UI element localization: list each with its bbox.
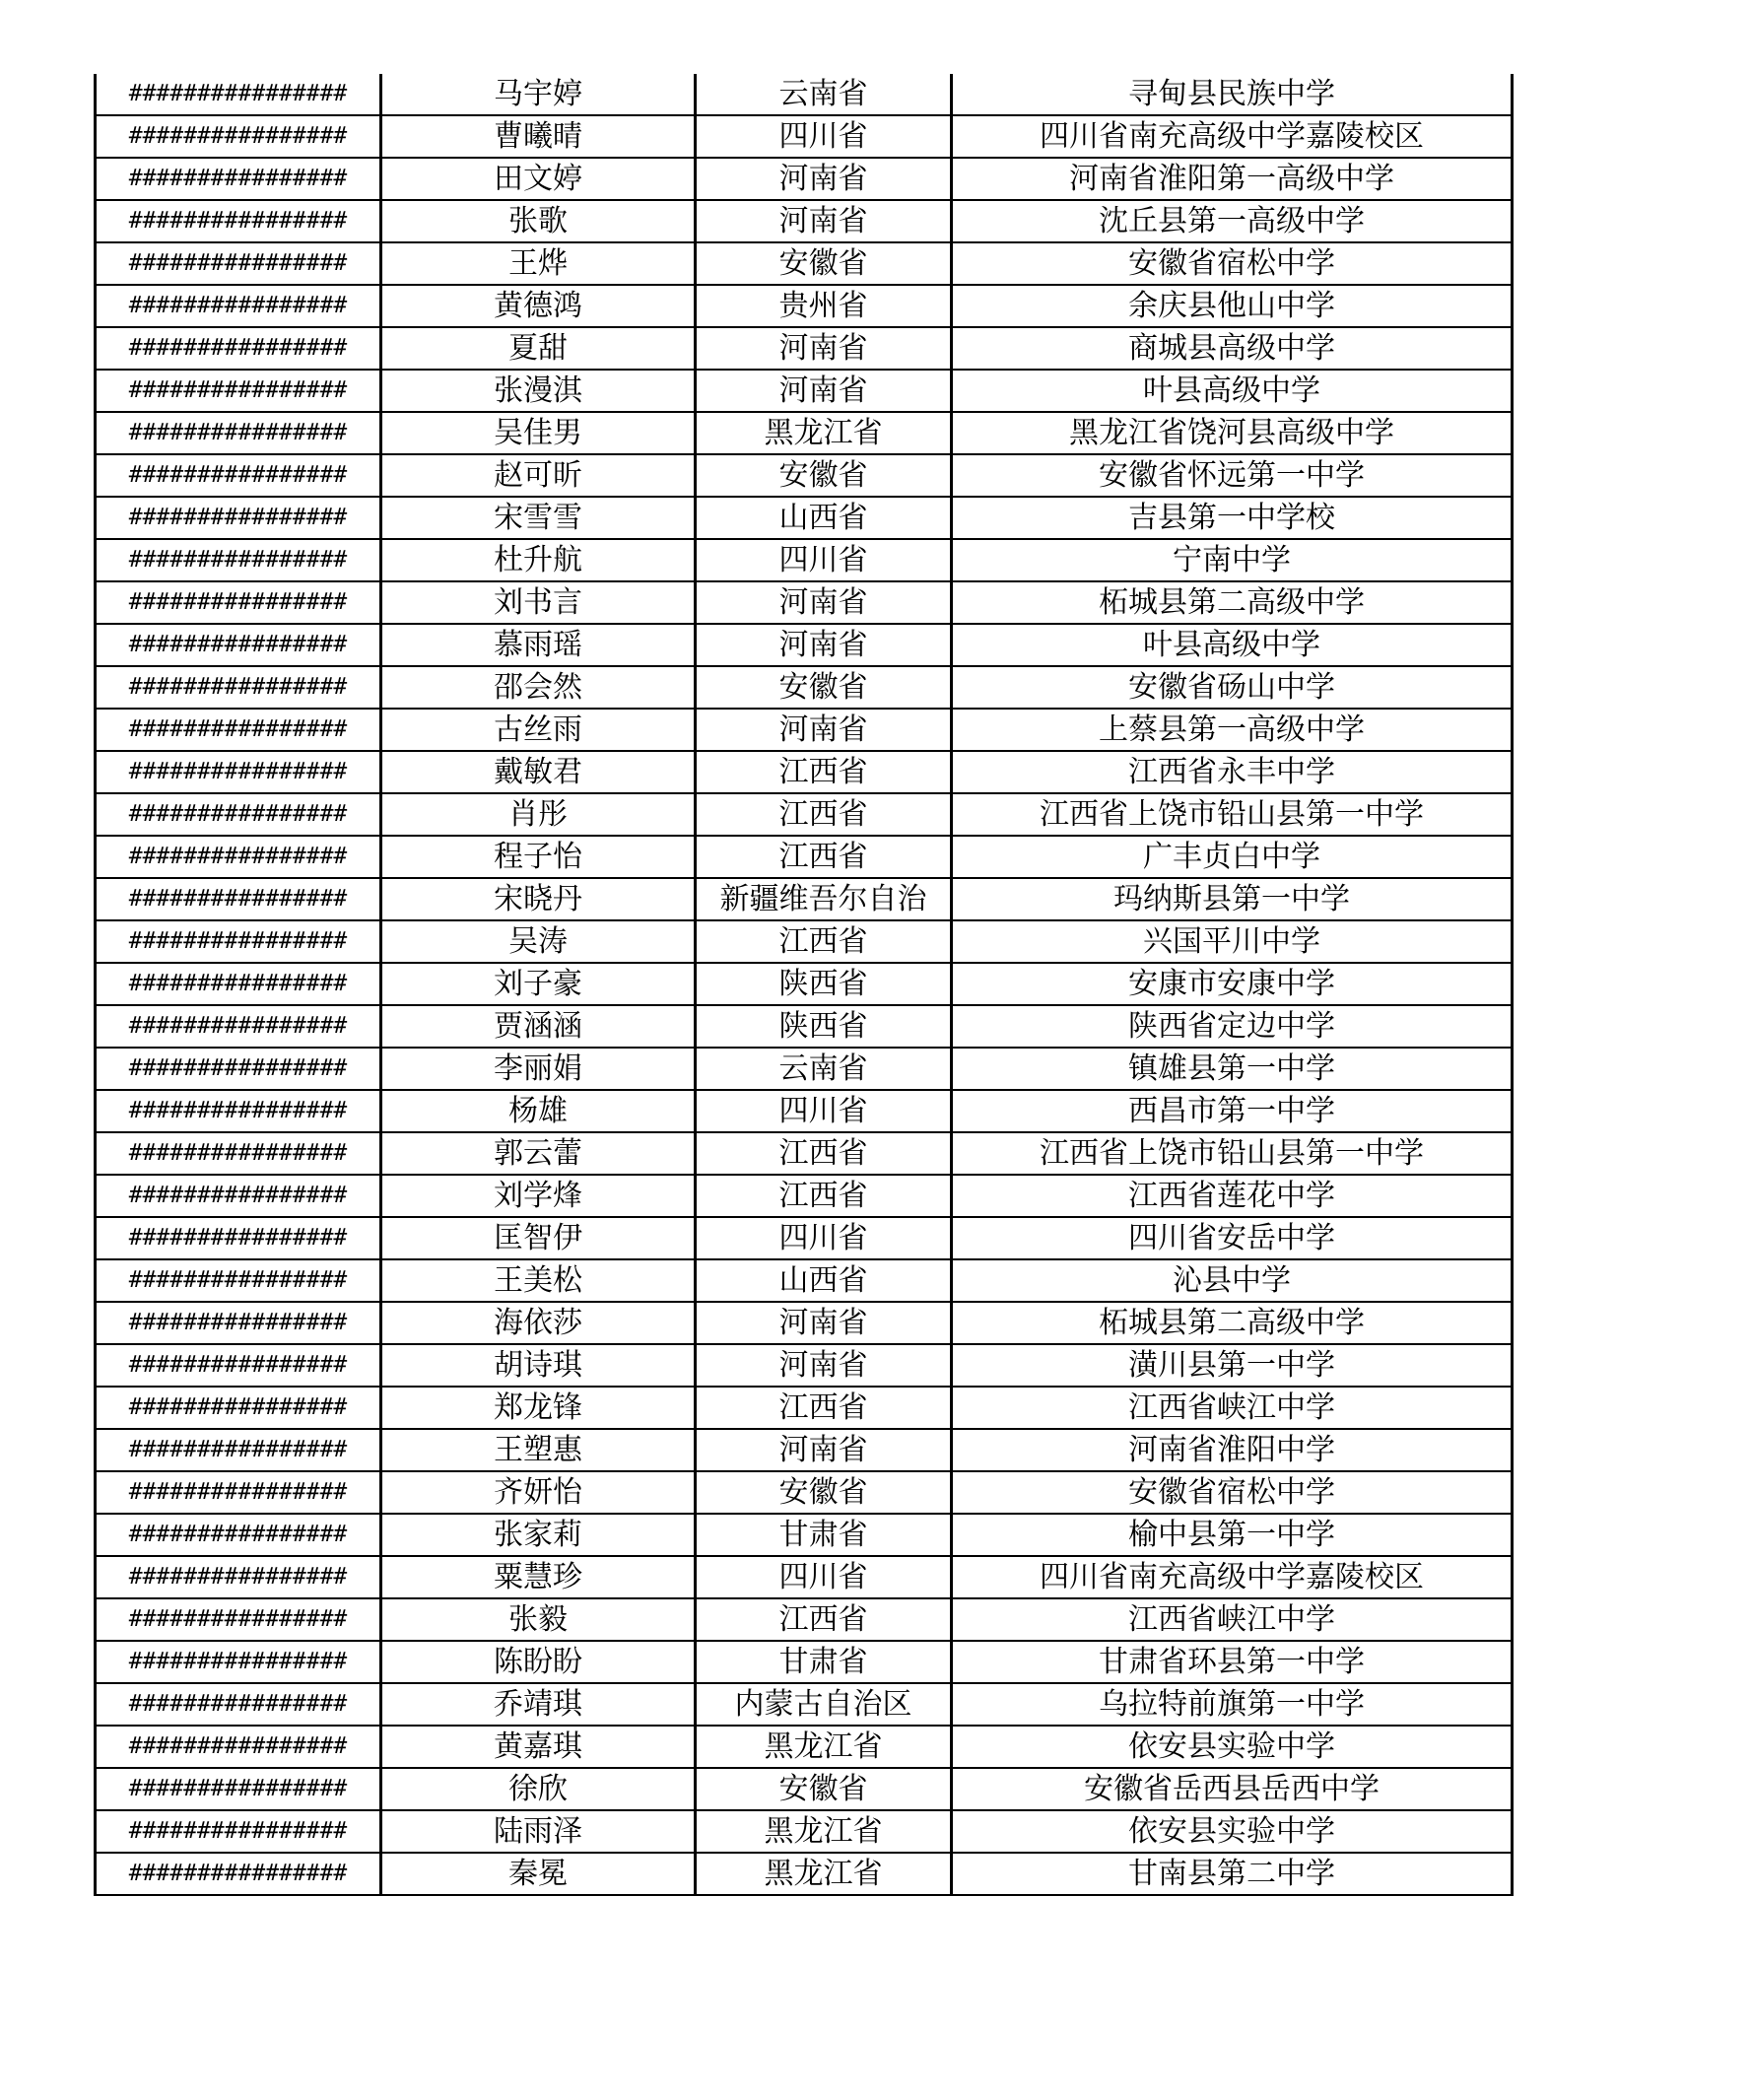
date-cell: ################ xyxy=(96,1556,381,1598)
school-cell: 安徽省怀远第一中学 xyxy=(952,454,1513,497)
name-cell: 刘学烽 xyxy=(381,1175,696,1217)
date-cell: ################ xyxy=(96,1514,381,1556)
table-row xyxy=(96,581,1513,624)
school-cell: 依安县实验中学 xyxy=(952,1726,1513,1768)
table-row xyxy=(96,1768,1513,1810)
school-cell: 柘城县第二高级中学 xyxy=(952,1302,1513,1344)
table-row xyxy=(96,920,1513,963)
table-row xyxy=(96,115,1513,158)
name-cell: 曹曦晴 xyxy=(381,115,696,158)
name-cell: 吴佳男 xyxy=(381,412,696,454)
province-cell: 云南省 xyxy=(696,1048,952,1090)
table-row xyxy=(96,158,1513,200)
name-cell: 刘子豪 xyxy=(381,963,696,1005)
table-row xyxy=(96,836,1513,878)
name-cell: 田文婷 xyxy=(381,158,696,200)
date-cell: ################ xyxy=(96,920,381,963)
date-cell: ################ xyxy=(96,1048,381,1090)
table-row xyxy=(96,1641,1513,1683)
school-cell: 安徽省宿松中学 xyxy=(952,242,1513,285)
name-cell: 黄嘉琪 xyxy=(381,1726,696,1768)
date-cell: ################ xyxy=(96,539,381,581)
name-cell: 古丝雨 xyxy=(381,709,696,751)
name-cell: 杨雄 xyxy=(381,1090,696,1132)
province-cell: 四川省 xyxy=(696,1090,952,1132)
province-cell: 四川省 xyxy=(696,115,952,158)
name-cell: 程子怡 xyxy=(381,836,696,878)
school-cell: 江西省莲花中学 xyxy=(952,1175,1513,1217)
date-cell: ################ xyxy=(96,1471,381,1514)
name-cell: 夏甜 xyxy=(381,327,696,370)
school-cell: 乌拉特前旗第一中学 xyxy=(952,1683,1513,1726)
province-cell: 河南省 xyxy=(696,370,952,412)
name-cell: 匡智伊 xyxy=(381,1217,696,1259)
date-cell: ################ xyxy=(96,1090,381,1132)
name-cell: 李丽娟 xyxy=(381,1048,696,1090)
table-row xyxy=(96,1175,1513,1217)
school-cell: 陕西省定边中学 xyxy=(952,1005,1513,1048)
date-cell: ################ xyxy=(96,412,381,454)
province-cell: 黑龙江省 xyxy=(696,1853,952,1895)
province-cell: 河南省 xyxy=(696,624,952,666)
data-table xyxy=(94,74,1514,1896)
table-row xyxy=(96,1090,1513,1132)
province-cell: 四川省 xyxy=(696,1217,952,1259)
province-cell: 安徽省 xyxy=(696,1471,952,1514)
province-cell: 安徽省 xyxy=(696,1768,952,1810)
school-cell: 西昌市第一中学 xyxy=(952,1090,1513,1132)
school-cell: 四川省南充高级中学嘉陵校区 xyxy=(952,1556,1513,1598)
table-row xyxy=(96,1726,1513,1768)
table-row xyxy=(96,1048,1513,1090)
school-cell: 玛纳斯县第一中学 xyxy=(952,878,1513,920)
date-cell: ################ xyxy=(96,1768,381,1810)
date-cell: ################ xyxy=(96,242,381,285)
date-cell: ################ xyxy=(96,115,381,158)
school-cell: 镇雄县第一中学 xyxy=(952,1048,1513,1090)
name-cell: 贾涵涵 xyxy=(381,1005,696,1048)
table-row xyxy=(96,1344,1513,1387)
province-cell: 新疆维吾尔自治 xyxy=(696,878,952,920)
province-cell: 山西省 xyxy=(696,1259,952,1302)
province-cell: 江西省 xyxy=(696,1598,952,1641)
school-cell: 安徽省宿松中学 xyxy=(952,1471,1513,1514)
date-cell: ################ xyxy=(96,1344,381,1387)
date-cell: ################ xyxy=(96,1641,381,1683)
table-row xyxy=(96,1259,1513,1302)
name-cell: 陆雨泽 xyxy=(381,1810,696,1853)
school-cell: 兴国平川中学 xyxy=(952,920,1513,963)
table-row xyxy=(96,1683,1513,1726)
date-cell: ################ xyxy=(96,1683,381,1726)
date-cell: ################ xyxy=(96,581,381,624)
table-row xyxy=(96,1853,1513,1895)
date-cell: ################ xyxy=(96,963,381,1005)
table-row xyxy=(96,1132,1513,1175)
name-cell: 邵会然 xyxy=(381,666,696,709)
date-cell: ################ xyxy=(96,709,381,751)
province-cell: 安徽省 xyxy=(696,242,952,285)
name-cell: 黄德鸿 xyxy=(381,285,696,327)
date-cell: ################ xyxy=(96,285,381,327)
province-cell: 安徽省 xyxy=(696,454,952,497)
school-cell: 宁南中学 xyxy=(952,539,1513,581)
table-row xyxy=(96,793,1513,836)
name-cell: 肖彤 xyxy=(381,793,696,836)
name-cell: 张毅 xyxy=(381,1598,696,1641)
school-cell: 叶县高级中学 xyxy=(952,370,1513,412)
table-row xyxy=(96,200,1513,242)
school-cell: 吉县第一中学校 xyxy=(952,497,1513,539)
name-cell: 郭云蕾 xyxy=(381,1132,696,1175)
table-row xyxy=(96,327,1513,370)
table-row xyxy=(96,454,1513,497)
school-cell: 安徽省岳西县岳西中学 xyxy=(952,1768,1513,1810)
table-row xyxy=(96,1387,1513,1429)
school-cell: 沁县中学 xyxy=(952,1259,1513,1302)
name-cell: 赵可昕 xyxy=(381,454,696,497)
name-cell: 刘书言 xyxy=(381,581,696,624)
province-cell: 河南省 xyxy=(696,1344,952,1387)
province-cell: 黑龙江省 xyxy=(696,1810,952,1853)
province-cell: 黑龙江省 xyxy=(696,412,952,454)
table-row xyxy=(96,1005,1513,1048)
school-cell: 江西省峡江中学 xyxy=(952,1387,1513,1429)
province-cell: 江西省 xyxy=(696,1387,952,1429)
name-cell: 宋晓丹 xyxy=(381,878,696,920)
table-row xyxy=(96,1810,1513,1853)
date-cell: ################ xyxy=(96,836,381,878)
province-cell: 河南省 xyxy=(696,200,952,242)
name-cell: 胡诗琪 xyxy=(381,1344,696,1387)
name-cell: 粟慧珍 xyxy=(381,1556,696,1598)
date-cell: ################ xyxy=(96,1175,381,1217)
province-cell: 江西省 xyxy=(696,1175,952,1217)
table-body xyxy=(96,74,1513,1895)
province-cell: 陕西省 xyxy=(696,963,952,1005)
table-row xyxy=(96,666,1513,709)
table-row xyxy=(96,370,1513,412)
date-cell: ################ xyxy=(96,1217,381,1259)
school-cell: 商城县高级中学 xyxy=(952,327,1513,370)
province-cell: 甘肃省 xyxy=(696,1514,952,1556)
school-cell: 上蔡县第一高级中学 xyxy=(952,709,1513,751)
province-cell: 江西省 xyxy=(696,751,952,793)
date-cell: ################ xyxy=(96,1387,381,1429)
school-cell: 依安县实验中学 xyxy=(952,1810,1513,1853)
table-row xyxy=(96,1598,1513,1641)
table-row xyxy=(96,1217,1513,1259)
table-row xyxy=(96,1302,1513,1344)
date-cell: ################ xyxy=(96,327,381,370)
school-cell: 甘肃省环县第一中学 xyxy=(952,1641,1513,1683)
name-cell: 王塑惠 xyxy=(381,1429,696,1471)
school-cell: 广丰贞白中学 xyxy=(952,836,1513,878)
school-cell: 甘南县第二中学 xyxy=(952,1853,1513,1895)
date-cell: ################ xyxy=(96,1132,381,1175)
province-cell: 内蒙古自治区 xyxy=(696,1683,952,1726)
school-cell: 江西省永丰中学 xyxy=(952,751,1513,793)
school-cell: 河南省淮阳中学 xyxy=(952,1429,1513,1471)
school-cell: 江西省上饶市铅山县第一中学 xyxy=(952,793,1513,836)
province-cell: 江西省 xyxy=(696,1132,952,1175)
name-cell: 王美松 xyxy=(381,1259,696,1302)
table-row xyxy=(96,412,1513,454)
date-cell: ################ xyxy=(96,454,381,497)
school-cell: 叶县高级中学 xyxy=(952,624,1513,666)
school-cell: 河南省淮阳第一高级中学 xyxy=(952,158,1513,200)
province-cell: 河南省 xyxy=(696,709,952,751)
date-cell: ################ xyxy=(96,1302,381,1344)
date-cell: ################ xyxy=(96,1598,381,1641)
province-cell: 河南省 xyxy=(696,158,952,200)
date-cell: ################ xyxy=(96,370,381,412)
province-cell: 四川省 xyxy=(696,539,952,581)
name-cell: 慕雨瑶 xyxy=(381,624,696,666)
name-cell: 张漫淇 xyxy=(381,370,696,412)
name-cell: 陈盼盼 xyxy=(381,1641,696,1683)
table-row xyxy=(96,1471,1513,1514)
table-row xyxy=(96,1429,1513,1471)
date-cell: ################ xyxy=(96,1810,381,1853)
date-cell: ################ xyxy=(96,878,381,920)
province-cell: 黑龙江省 xyxy=(696,1726,952,1768)
name-cell: 齐妍怡 xyxy=(381,1471,696,1514)
name-cell: 吴涛 xyxy=(381,920,696,963)
school-cell: 江西省上饶市铅山县第一中学 xyxy=(952,1132,1513,1175)
date-cell: ################ xyxy=(96,200,381,242)
name-cell: 乔靖琪 xyxy=(381,1683,696,1726)
table-row xyxy=(96,963,1513,1005)
school-cell: 黑龙江省饶河县高级中学 xyxy=(952,412,1513,454)
province-cell: 江西省 xyxy=(696,920,952,963)
table-row xyxy=(96,497,1513,539)
name-cell: 王烨 xyxy=(381,242,696,285)
date-cell: ################ xyxy=(96,793,381,836)
table-row xyxy=(96,878,1513,920)
table-row xyxy=(96,285,1513,327)
table-row xyxy=(96,709,1513,751)
school-cell: 潢川县第一中学 xyxy=(952,1344,1513,1387)
province-cell: 贵州省 xyxy=(696,285,952,327)
date-cell: ################ xyxy=(96,666,381,709)
name-cell: 马宇婷 xyxy=(381,74,696,115)
province-cell: 甘肃省 xyxy=(696,1641,952,1683)
name-cell: 徐欣 xyxy=(381,1768,696,1810)
school-cell: 余庆县他山中学 xyxy=(952,285,1513,327)
name-cell: 戴敏君 xyxy=(381,751,696,793)
date-cell: ################ xyxy=(96,74,381,115)
school-cell: 四川省南充高级中学嘉陵校区 xyxy=(952,115,1513,158)
date-cell: ################ xyxy=(96,158,381,200)
province-cell: 四川省 xyxy=(696,1556,952,1598)
name-cell: 郑龙锋 xyxy=(381,1387,696,1429)
date-cell: ################ xyxy=(96,624,381,666)
name-cell: 杜升航 xyxy=(381,539,696,581)
province-cell: 江西省 xyxy=(696,793,952,836)
school-cell: 沈丘县第一高级中学 xyxy=(952,200,1513,242)
province-cell: 安徽省 xyxy=(696,666,952,709)
school-cell: 安徽省砀山中学 xyxy=(952,666,1513,709)
name-cell: 秦冕 xyxy=(381,1853,696,1895)
name-cell: 张家莉 xyxy=(381,1514,696,1556)
province-cell: 河南省 xyxy=(696,1429,952,1471)
date-cell: ################ xyxy=(96,1853,381,1895)
province-cell: 陕西省 xyxy=(696,1005,952,1048)
school-cell: 江西省峡江中学 xyxy=(952,1598,1513,1641)
province-cell: 山西省 xyxy=(696,497,952,539)
school-cell: 四川省安岳中学 xyxy=(952,1217,1513,1259)
table-row xyxy=(96,74,1513,115)
date-cell: ################ xyxy=(96,751,381,793)
date-cell: ################ xyxy=(96,1005,381,1048)
school-cell: 寻甸县民族中学 xyxy=(952,74,1513,115)
school-cell: 柘城县第二高级中学 xyxy=(952,581,1513,624)
table-row xyxy=(96,624,1513,666)
school-cell: 安康市安康中学 xyxy=(952,963,1513,1005)
province-cell: 河南省 xyxy=(696,327,952,370)
name-cell: 张歌 xyxy=(381,200,696,242)
name-cell: 海依莎 xyxy=(381,1302,696,1344)
table-row xyxy=(96,539,1513,581)
province-cell: 江西省 xyxy=(696,836,952,878)
date-cell: ################ xyxy=(96,1259,381,1302)
name-cell: 宋雪雪 xyxy=(381,497,696,539)
table-row xyxy=(96,751,1513,793)
date-cell: ################ xyxy=(96,1429,381,1471)
date-cell: ################ xyxy=(96,497,381,539)
table-row xyxy=(96,1556,1513,1598)
table-row xyxy=(96,242,1513,285)
table-row xyxy=(96,1514,1513,1556)
school-cell: 榆中县第一中学 xyxy=(952,1514,1513,1556)
date-cell: ################ xyxy=(96,1726,381,1768)
province-cell: 河南省 xyxy=(696,581,952,624)
province-cell: 云南省 xyxy=(696,74,952,115)
province-cell: 河南省 xyxy=(696,1302,952,1344)
